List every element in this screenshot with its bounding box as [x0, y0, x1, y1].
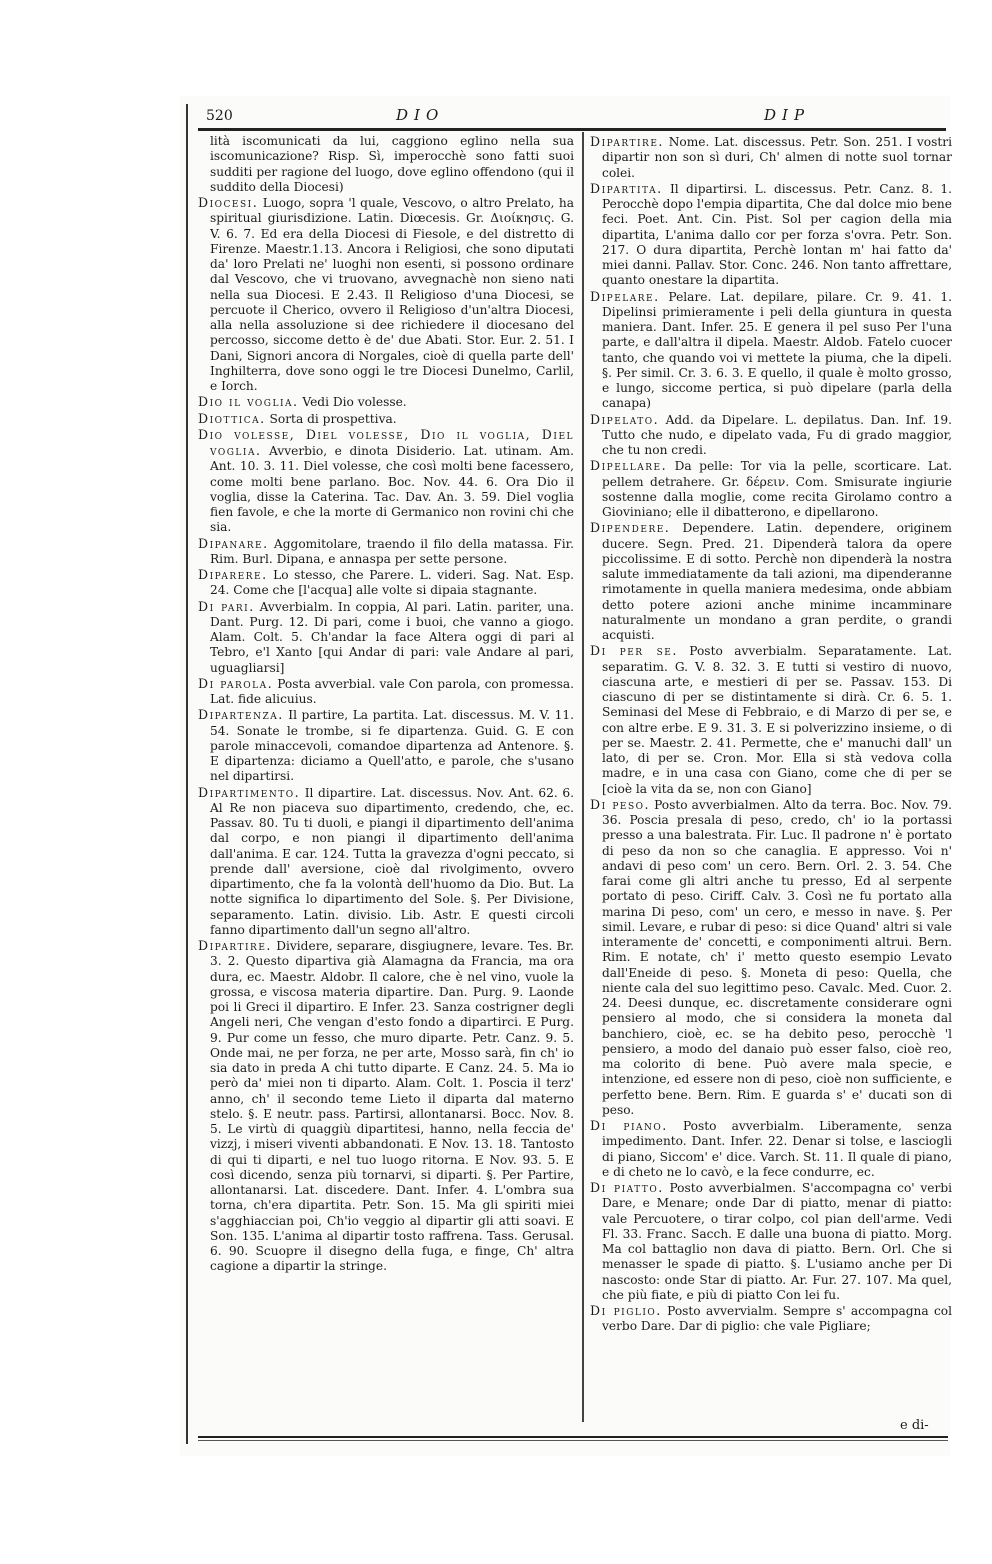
- entry-text: Vedi Dio volesse.: [302, 395, 407, 410]
- entry-headword: Dipartire.: [590, 134, 664, 149]
- dictionary-entry: [198, 707, 574, 784]
- entry-headword: Dipartire.: [198, 938, 272, 953]
- entry-text: Il dipartire. Lat. discessus. Nov. Ant. 62. 6. Al Re non piaceva suo dipartimento, credendo, che, ec. Passav. 80. Tu ti duoli, e piangi il dipartimento dell'anima dal corpo, e non piangi il dipartimento dell'anima dall'anima. E car. 124. Tutta la gravezza d'ogni peccato, si prende dall' aversione, cioè dal rivolgimento, ovvero dipartimento, che fa la volontà dell'huomo da Dio. But. La notte significa lo dipartimento del Sole. §. Per Divisione, separamento. Latin. divisio. Lib. Astr. E questi circoli fanno dipartimento dall'un segno all'altro.: [210, 785, 574, 937]
- dictionary-entry: [198, 536, 574, 568]
- dictionary-entry: [590, 1118, 952, 1180]
- dictionary-entry: [198, 134, 574, 195]
- right-running-head: DIP: [764, 106, 811, 124]
- dictionary-entry: [590, 289, 952, 412]
- running-header: [196, 100, 946, 128]
- right-column: [590, 134, 952, 1434]
- entry-text: lità iscomunicati da lui, caggiono eglino nella sua iscomunicazione? Risp. Sì, imperocchè sono fatti suoi sudditi per ragione del luogo, dove eglino offendono (qui il suddito della Diocesi): [210, 134, 574, 194]
- dictionary-entry: [590, 458, 952, 520]
- entry-text: Nome. Lat. discessus. Petr. Son. 251. I vostri dipartir non son sì duri, Ch' almen di notte suol tornar colei.: [602, 135, 952, 180]
- entry-headword: Dipartita.: [590, 180, 663, 196]
- entry-headword: Di piatto.: [590, 1180, 664, 1195]
- entry-text: Posto avverbialmen. S'accompagna co' verbi Dare, e Menare; onde Dar di piatto, menar di piatto: vale Percuotere, o tirar colpo, col pian dell'arme. Vedi Fl. 33. Franc. Sacch. E dalle una buona di piatto. Morg. Ma col battaglio non dava di piatto. Bern. Orl. Che si menasser le spade di piatto. §. L'usiamo anche per Di nascosto: onde Star di piatto. Ar. Fur. 27. 107. Ma quel, che più fiate, e più di piatto Con lei fu.: [602, 1181, 952, 1302]
- entry-headword: Di peso.: [590, 796, 651, 812]
- entry-headword: Di parola.: [198, 675, 274, 691]
- dictionary-entry: [590, 1180, 952, 1303]
- dictionary-entry: [198, 427, 574, 536]
- entry-headword: Dio il voglia.: [198, 394, 299, 410]
- entry-headword: Dipartimento.: [198, 784, 301, 800]
- footer-rule-thin: [198, 1440, 948, 1441]
- entry-headword: Dipelato.: [590, 411, 660, 427]
- entry-text: Avverbialm. In coppia, Al pari. Latin. pariter, una. Dant. Purg. 12. Di pari, come i buoi, che vanno a giogo. Alam. Colt. 5. Ch'andar la face Altera oggi di pari al Tebro, e'l Xanto [qui Andar di pari: vale Andare al pari, uguagliarsi]: [210, 599, 574, 675]
- entry-text: Posto avverbialm. Liberamente, senza impedimento. Dant. Infer. 22. Denar si tolse, e lasciogli di piano, Siccom' e' dice. Varch. St. 11. Il quale di piano, e di cheto ne lo cavò, e la fece condurre, ec.: [602, 1119, 952, 1179]
- header-rule: [198, 128, 946, 131]
- dictionary-entry: [198, 394, 574, 410]
- entry-headword: Diottica.: [198, 410, 266, 426]
- entry-text: Pelare. Lat. depilare, pilare. Cr. 9. 41. 1. Dipelinsi primieramente i peli della giuntura in questa maniera. Dant. Infer. 25. E genera il pel suso Per l'una parte, e dall'altra il dipela. Maestr. Aldob. Fatelo cuocer tanto, che quando voi vi mettete la piuma, che la dipeli. §. Per simil. Cr. 3. 6. 3. E quello, il quale è molto grosso, e lungo, siccome pertica, si può dipelare (parla della canapa): [602, 289, 952, 411]
- entry-headword: Di piglio.: [590, 1303, 662, 1318]
- entry-text: Il partire, La partita. Lat. discessus. M. V. 11. 54. Sonate le trombe, si fe dipartenza. Guid. G. E con parole minaccevoli, comandoe dipartenza ad Antenore. §. E dipartenza: diciamo a Quell'atto, e parole, che s'usano nel dipartirsi.: [210, 708, 574, 784]
- entry-text: Il dipartirsi. L. discessus. Petr. Canz. 8. 1. Perocchè dopo l'empia dipartita, Che dal dolce mio bene feci. Poet. Ant. Cin. Pist. Sol per cagion della mia dipartita, L'anima dallo cor per forza s'ovra. Petr. Son. 217. O dura dipartita, Perchè lontan m' hai fatto da' miei danni. Pallav. Stor. Conc. 246. Non tanto affrettare, quanto onestare la dipartita.: [602, 181, 952, 288]
- dictionary-entry: [198, 785, 574, 939]
- column-divider: [582, 132, 584, 1422]
- dictionary-entry: [590, 1303, 952, 1335]
- footer-rule: [198, 1436, 948, 1438]
- entry-text: Avverbio, e dinota Disiderio. Lat. utinam. Am. Ant. 10. 3. 11. Diel volesse, che così molti bene facessero, come molti bene parlano. Boc. Nov. 44. 6. Ora Dio il voglia, disse la Caterina. Tac. Dav. An. 3. 59. Diel voglia fien favole, e che la morte di Germanico non rovini chi che sia.: [210, 444, 574, 535]
- entry-text: Posto avverbialm. Separatamente. Lat. separatim. G. V. 8. 32. 3. E tutti si vestiro di nuovo, ciascuna arte, e mestieri di per se. Passav. 153. Di ciascuno di per se distintamente si dirà. Cr. 6. 5. 1. Seminasi del Mese di Febbraio, e di Marzo di per se, e con altre erbe. E 9. 31. 3. E si polverizzino insieme, o di per se. Maestr. 2. 41. Permette, che e' manuchi dall' un lato, di per se. Cron. Mor. Ella si stà vedova colla madre, e in una casa con Giano, come che di per se [cioè la vita da se, non con Giano]: [602, 644, 952, 796]
- entry-headword: Dipelare.: [590, 288, 660, 304]
- entry-text: Posto avvervialm. Sempre s' accompagna col verbo Dare. Dar di piglio: che vale Pigliare;: [602, 1304, 952, 1334]
- entry-headword: Diocesi.: [198, 195, 259, 210]
- entry-text: Posta avverbial. vale Con parola, con promessa. Lat. fide alicuius.: [210, 676, 574, 706]
- entry-headword: Di pari.: [198, 598, 255, 614]
- entry-text: Add. da Dipelare. L. depilatus. Dan. Inf. 19. Tutto che nudo, e dipelato vada, Fu di grado maggior, che tu non credi.: [602, 412, 952, 457]
- entry-text: Da pelle: Tor via la pelle, scorticare. Lat. pellem detrahere. Gr. δέρειν. Com. Smisurate ingiurie sostenne dalla moglie, come recita Girolamo contro a Gioviniano; elle il dibatterono, e dipellarono.: [602, 459, 952, 519]
- entry-headword: Di per se.: [590, 643, 678, 659]
- dictionary-entry: [198, 599, 574, 676]
- entry-text: Posto avverbialmen. Alto da terra. Boc. Nov. 79. 36. Poscia presala di peso, credo, ch' io la portassi presso a una balestrata. Fir. Luc. Il padrone n' è portato di peso da non so che canaglia. E appresso. Voi n' andavi di peso com' un cero. Bern. Orl. 2. 3. 54. Che farai come gli altri anche tu presso, Ed al serpente portato di peso. Ciriff. Calv. 3. Così ne fu portato alla marina Di peso, com' un cero, e messo in nave. §. Per simil. Levare, e rubar di peso: si dice Quand' altri si vale interamente de' concetti, e componimenti altrui. Bern. Rim. E notate, ch' i' metto questo esempio Levato dall'Eneide di peso. §. Moneta di peso: Quella, che niente cala del suo legittimo peso. Cavalc. Med. Cuor. 2. 24. Deesi dunque, ec. discretamente considerare ogni pensiero al modo, che si considera la moneta dal banchiero, cioè, ec. se ha debito peso, perocchè 'l pensiero, a modo del danaio può esser falso, cioè reo, ma colorito di bene. Può avere mala specie, e intenzione, ed essere non di peso, cioè non sufficiente, e perfetto bene. Bern. Rim. E guarda s' e' ducati son di peso.: [602, 797, 952, 1117]
- entry-headword: Dipellare.: [590, 458, 668, 474]
- entry-headword: Dipartenza.: [198, 707, 284, 723]
- dictionary-entry: [590, 797, 952, 1118]
- entry-text: Aggomitolare, traendo il filo della matassa. Fir. Rim. Burl. Dipana, e annaspa per sette persone.: [210, 536, 574, 566]
- dictionary-entry: [590, 181, 952, 289]
- entry-headword: Di piano.: [590, 1118, 668, 1133]
- entry-text: Sorta di prospettiva.: [269, 411, 397, 426]
- entry-text: Dependere. Latin. dependere, originem ducere. Segn. Pred. 21. Dipenderà talora da opere piccolissime. E di sotto. Perchè non dipenderà la nostra salute immediatamente da tali azioni, ma dipenderanne rimotamente in quella maniera medesima, onde abbiam detto potere azioni anche minime incamminare naturalmente un mondano a gran perdite, o grandi acquisti.: [602, 521, 952, 642]
- dictionary-entry: [198, 567, 574, 599]
- dictionary-entry: [198, 195, 574, 394]
- left-column: [198, 134, 574, 1434]
- dictionary-entry: [198, 676, 574, 708]
- entry-headword: Diparere.: [198, 567, 268, 582]
- dictionary-entry: [198, 411, 574, 427]
- dictionary-entry: [590, 643, 952, 797]
- entry-headword: Dio volesse, Diel volesse, Dio il voglia, Diel voglia.: [198, 426, 574, 458]
- left-border-rule: [186, 104, 188, 1444]
- left-running-head: DIO: [396, 106, 445, 124]
- dictionary-entry: [590, 134, 952, 181]
- dictionary-entry: [198, 938, 574, 1275]
- dictionary-entry: [590, 412, 952, 459]
- entry-text: Dividere, separare, disgiugnere, levare. Tes. Br. 3. 2. Questo dipartiva già Alamagna da Francia, ma ora dura, ec. Maestr. Aldobr. Il calore, che è nel vino, vuole la grossa, e viscosa materia dipartire. Dan. Purg. 9. Laonde poi li Greci il dipartiro. E Infer. 23. Sanza costrigner degli Angeli neri, Che vengan d'esto fondo a dipartirci. E Purg. 9. Pur come un fesso, che muro diparte. Petr. Canz. 9. 5. Onde mai, ne per forza, ne per arte, Mosso sarà, fin ch' io sia dato in preda A chi tutto diparte. E Canz. 24. 5. Ma io però da' miei non ti diparto. Alam. Colt. 1. Poscia il terz' anno, ch' il secondo teme Lieto il diparta dal materno stelo. §. E neutr. pass. Partirsi, allontanarsi. Bocc. Nov. 8. 5. Le virtù di quaggiù dipartitesi, hanno, nella feccia de' vizzj, i miseri viventi abbandonati. E Nov. 13. 18. Tantosto di qui ti diparti, e nel tuo luogo ritorna. E Nov. 93. 5. E così dicendo, senza più tornarvi, si diparti. §. Per Partire, allontanarsi. Lat. discedere. Dant. Infer. 4. L'ombra sua torna, ch'era dipartita. Petr. Son. 15. Ma gli spiriti miei s'agghiaccian poi, Ch'io veggio al dipartir gli atti soavi. E Son. 135. L'anima al dipartir tosto raffrena. Tass. Gerusal. 6. 90. Scuopre il disegno della fuga, e finge, Ch' altra cagione a dipartir la stringe.: [210, 939, 574, 1274]
- entry-headword: Dipanare.: [198, 535, 269, 551]
- entry-text: Luogo, sopra 'l quale, Vescovo, o altro Prelato, ha spiritual giurisdizione. Latin. Diœcesis. Gr. Διοίκησις. G. V. 6. 7. Ed era della Diocesi di Fiesole, e del distretto di Firenze. Maestr.1.13. Ancora i Religiosi, che sono diputati da' loro Prelati ne' luoghi non esenti, si possono ordinare dal Vescovo, che vi truovano, avvegnachè non sieno nati nella sua Diocesi. E 2.43. Il Religioso d'una Diocesi, se percuote il Cherico, ovvero il Religioso d'un'altra Diocesi, alla nella assoluzione si dee richiedere il diocesano del percosso, siccome detto è de' due Abati. Stor. Eur. 2. 51. I Dani, Signori ancora di Norgales, cioè di quella parte dell' Inghilterra, dove sono oggi le tre Diocesi Dunelmo, Carlil, e Iorch.: [210, 196, 574, 393]
- entry-text: Lo stesso, che Parere. L. videri. Sag. Nat. Esp. 24. Come che [l'acqua] alle volte si dipaia stagnante.: [210, 568, 574, 598]
- entry-headword: Dipendere.: [590, 520, 671, 536]
- catchword: e di-: [900, 1418, 929, 1433]
- dictionary-entry: [590, 520, 952, 643]
- page-number: 520: [206, 108, 233, 124]
